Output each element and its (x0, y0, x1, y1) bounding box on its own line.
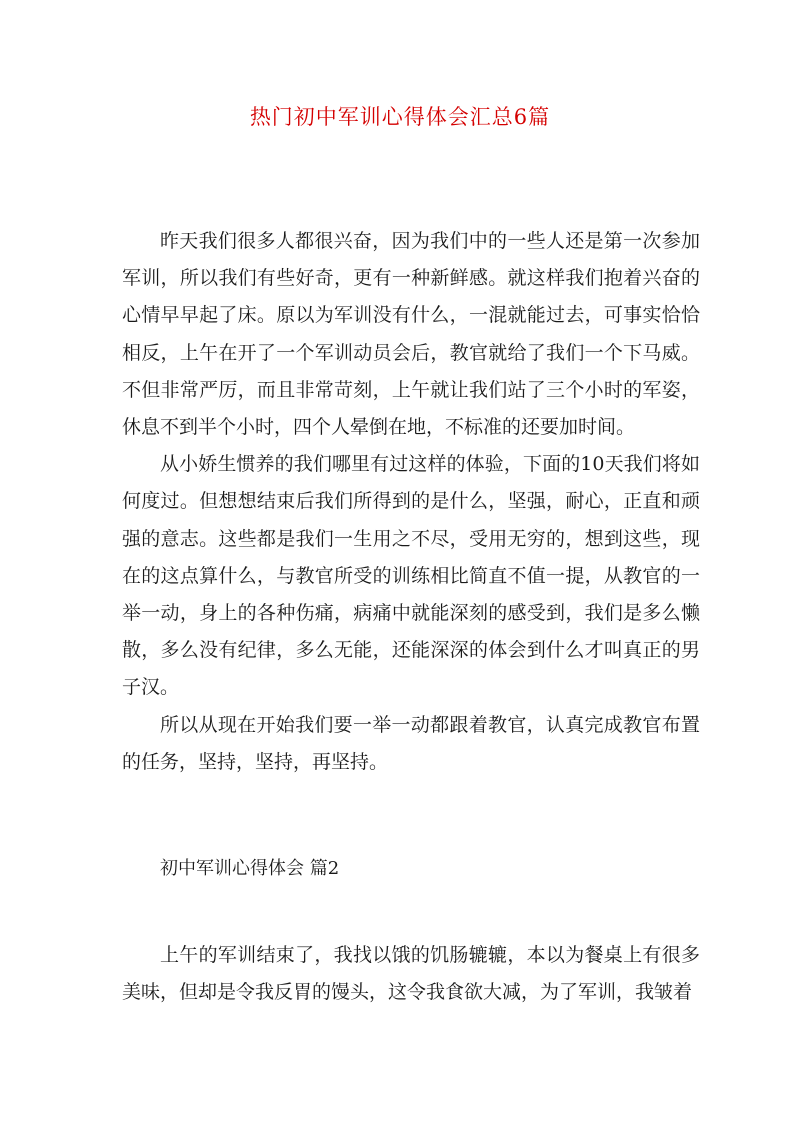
section-1-body (122, 223, 700, 781)
paragraph-3: 所以从现在开始我们要一举一动都跟着教官，认真完成教官布置的任务，坚持，坚持，再坚持。 (122, 713, 700, 773)
document-title: 热门初中军训心得体会汇总6篇 (249, 105, 551, 129)
section-2-body (122, 937, 700, 1011)
section-2-heading: 初中军训心得体会 篇2 (160, 858, 340, 879)
paragraph-1: 昨天我们很多人都很兴奋，因为我们中的一些人还是第一次参加军训，所以我们有些好奇，更有一种新鲜感。就这样我们抱着兴奋的心情早早起了床。原以为军训没有什么，一混就能过去，可事实恰恰相反，上午在开了一个军训动员会后，教官就给了我们一个下马威。不但非常严厉，而且非常苛刻，上午就让我们站了三个小时的军姿，休息不到半个小时，四个人晕倒在地，不标准的还要加时间。 (122, 230, 700, 439)
section-2-paragraph-1: 上午的军训结束了，我找以饿的饥肠辘辘，本以为餐桌上有很多美味，但却是令我反胃的馒头，这令我食欲大减，为了军训，我皱着 (122, 944, 700, 1004)
paragraph-2: 从小娇生惯养的我们哪里有过这样的体验，下面的10天我们将如何度过。但想想结束后我们所得到的是什么，坚强，耐心，正直和顽强的意志。这些都是我们一生用之不尽，受用无穷的，想到这些，现在的这点算什么，与教官所受的训练相比简直不值一提，从教官的一举一动，身上的各种伤痛，病痛中就能深刻的感受到，我们是多么懒散，多么没有纪律，多么无能，还能深深的体会到什么才叫真正的男子汉。 (122, 453, 700, 699)
